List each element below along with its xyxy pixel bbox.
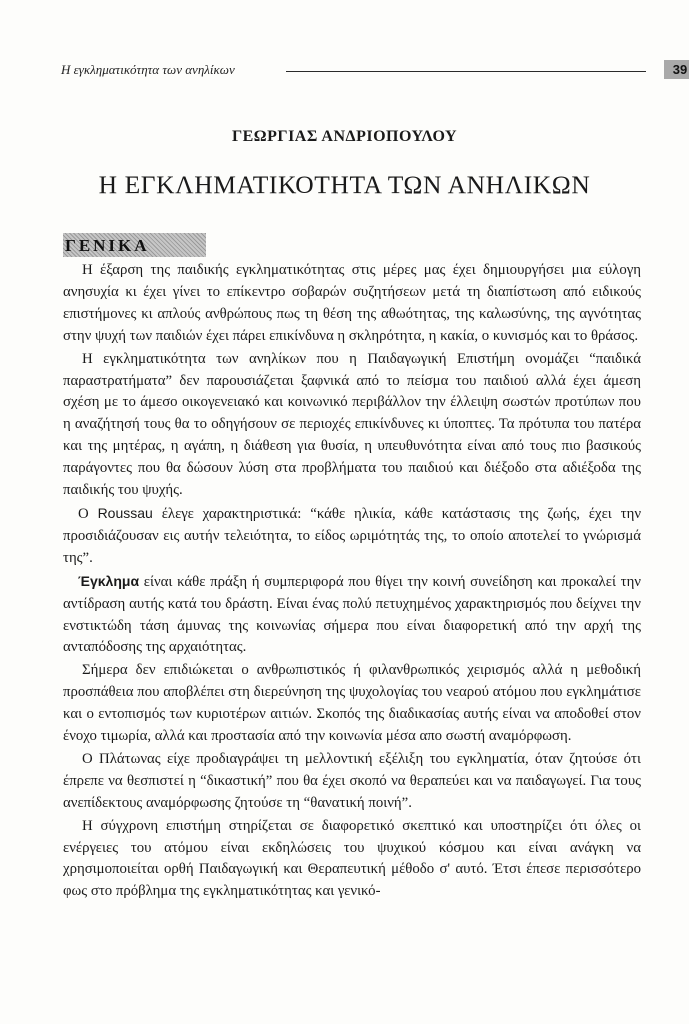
article-body — [63, 260, 641, 904]
paragraph-7: Η σύγχρονη επιστήμη στηρίζεται σε διαφορετικό σκεπτικό και υποστηρίζει ότι όλες οι ενέργειες του ατόμου είναι εκδηλώσεις του ψυχικού κόσμου και είναι ανάγκη να χρησιμοποιείται ορθή Παιδαγωγική και Θεραπευτική μέθοδο σ' αυτό. Έτσι έπεσε περισσότερο φως στο πρόβλημα της εγκληματικότητας και γενικό- — [63, 817, 641, 900]
header-rule — [286, 71, 646, 72]
paragraph-6: Ο Πλάτωνας είχε προδιαγράψει τη μελλοντική εξέλιξη του εγκληματία, όταν ζητούσε ότι έπρεπε να θεσπιστεί η “δικαστική” που θα έχει σκοπό να θεραπεύει και να παιδαγωγεί. Για τους ανεπίδεκτους αναμόρφωσης ζητούσε τη “θανατική ποινή”. — [63, 750, 641, 811]
paragraph-2: Η εγκληματικότητα των ανηλίκων που η Παιδαγωγική Επιστήμη ονομάζει “παιδικά παραστρατήματα” δεν παρουσιάζεται ξαφνικά από το πείσμα του παιδιού αλλά έχει άμεση σχέση με το άμεσο οικογενειακό και κοινωνικό περιβάλλον την έλλειψη σωστών προτύπων που η αναζήτησή τους θα το οδηγήσουν σε περιοχές επικίνδυνες κι ύποπτες. Τα πρότυπα του πατέρα και της μητέρας, η αγάπη, η διάθεση για θυσία, η υπευθυνότητα είναι από τους πιο βασικούς παράγοντες που θα δώσουν λύση στα προβλήματα του παιδιού και διέξοδο στα αδιέξοδα της παιδικής του ψυχής. — [63, 350, 641, 499]
paragraph-4-text: είναι κάθε πράξη ή συμπεριφορά που θίγει την κοινή συνείδηση και προκαλεί την αντίδραση αυτής κατά του δράστη. Είναι ένας πολύ πετυχημένος χαρακτηρισμός που δείχνει την ενστικτώδη τάση άμυνας της κοινωνίας σήμερα που είναι διαφορετική από την αρχή της ανταπόδοσης της αρχαιότητας. — [63, 573, 641, 656]
paragraph-3-name: Roussau — [97, 504, 153, 521]
article-title: Η ΕΓΚΛΗΜΑΤΙΚΟΤΗΤΑ ΤΩΝ ΑΝΗΛΙΚΩΝ — [98, 170, 591, 199]
running-header — [61, 60, 688, 82]
paragraph-3-lead: Ο — [78, 505, 98, 522]
article-author: ΓΕΩΡΓΙΑΣ ΑΝΔΡΙΟΠΟΥΛΟΥ — [231, 128, 458, 145]
paragraph-1: Η έξαρση της παιδικής εγκληματικότητας στις μέρες μας έχει δημιουργήσει μια εύλογη ανησυχία κι έχει γίνει το επίκεντρο σοβαρών συζητήσεων μετά τη διαπίστωση από ειδικούς επιστήμονες κι απλούς ανθρώπους πως τη θέση της αθωότητας, της καλωσύνης, της αγνότητας στην ψυχή των παιδιών έχει πάρει επικίνδυνα η σκληρότητα, η κακία, ο κυνισμός και το θράσος. — [63, 262, 641, 344]
paragraph-4-term: Έγκλημα — [78, 572, 140, 589]
paragraph-4 — [63, 571, 641, 660]
paragraph-5: Σήμερα δεν επιδιώκεται ο ανθρωπιστικός ή φιλανθρωπικός χειρισμός αλλά η μεθοδική προσπάθεια που αποβλέπει στη διερεύνηση της ψυχολογίας του νεαρού ατόμου που εγκλημάτισε και ο εντοπισμός των κυριοτέρων αιτιών. Σκοπός της διαδικασίας αυτής είναι να αποδοθεί στον ένοχο τιμωρία, αλλά και προστασία από την κοινωνία μέσα απο σωστή αναμόρφωση. — [63, 662, 641, 745]
page-number: 39 — [664, 60, 689, 79]
running-title: Η εγκληματικότητα των ανηλίκων — [61, 62, 235, 77]
paragraph-3-text: έλεγε χαρακτηριστικά: “κάθε ηλικία, κάθε κατάστασις της ζωής, έχει την προσιδιάζουσαν εις αυτήν τελειότητα, το είδος ωριμότητάς της, το οποίο αποτελεί το γνώρισμά της”. — [63, 505, 642, 566]
paragraph-3 — [63, 503, 641, 570]
section-heading: ΓΕΝΙΚΑ — [63, 233, 206, 257]
